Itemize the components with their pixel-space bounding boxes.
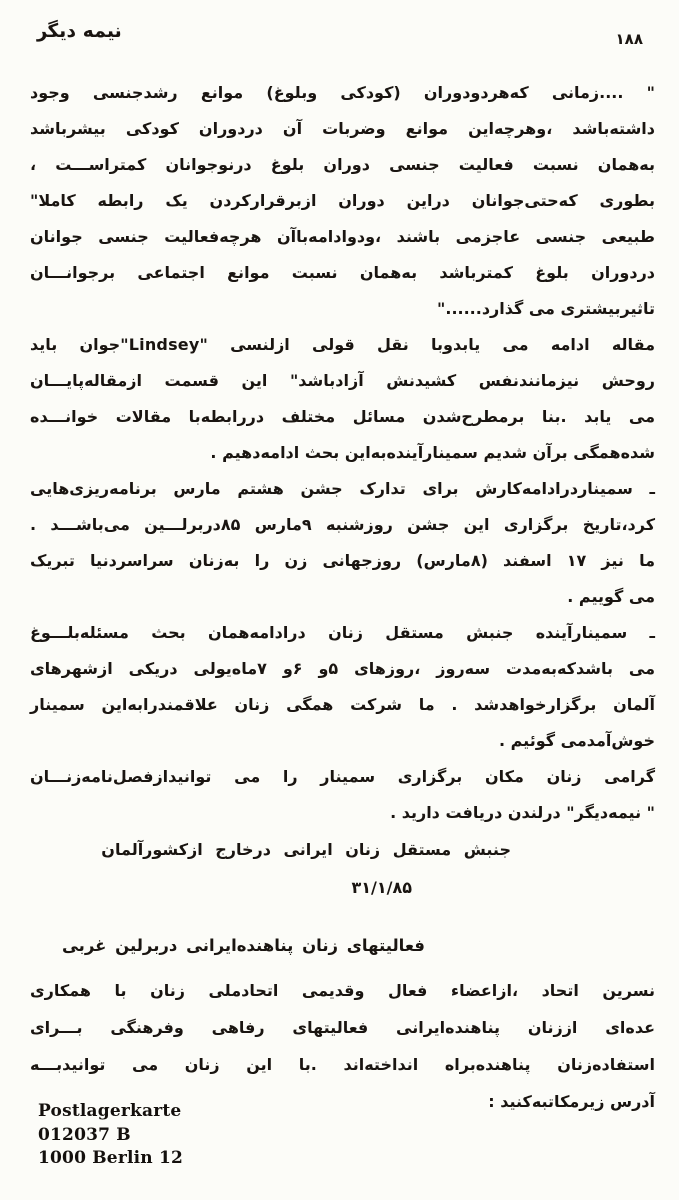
seminar-line: ـ سمیناردرادامه‌کارش برای تدارک جشن هشتم مارس برنامه‌ریزی‌هایی: [30, 479, 655, 498]
address-line-3: 1000 Berlin 12: [38, 1148, 184, 1168]
activities-line: استفاده‌زنان پناهنده‌براه انداخته‌اند .با این زنان می توانیدبـــه: [30, 1055, 655, 1074]
article-line: شده‌همگی برآن شدیم سمینارآینده‌به‌این بحث ادامه‌دهیم .: [210, 443, 655, 462]
quote-line: تاثیربیشتری می گذارد......": [437, 299, 655, 318]
article-line: روحش نیزمانندنفس کشیدنش آزادباشد" این قسمت ازمقاله‌پایـــان: [30, 371, 655, 390]
page-number: ۱۸۸: [615, 30, 643, 48]
page-header: [36, 20, 643, 48]
venue-line: " نیمه‌دیگر" درلندن دریافت دارید .: [390, 803, 655, 822]
activities-line: نسرین اتحاد ،ازاعضاء فعال وقدیمی اتحادملی زنان با همکاری: [30, 981, 655, 1000]
article-body: [30, 75, 655, 831]
greeting-line: می گوییم .: [567, 587, 655, 606]
article-line: مقاله ادامه می یابدوبا نقل قولی ازلنسی "Lindsey"جوان باید: [30, 335, 655, 354]
section-heading: فعالیتهای زنان پناهنده‌ایرانی دربرلین غربی: [61, 936, 425, 955]
article-line: می یابد .بنا برمطرح‌شدن مسائل مختلف دررابطه‌با مقالات خوانـــده: [30, 407, 655, 426]
greeting-line: ما نیز ۱۷ اسفند (۸مارس) روزجهانی زن را به‌زنان سراسردنیا تبریک: [30, 551, 655, 570]
seminar-line: کرد،تاریخ برگزاری این جشن روزشنبه ۹مارس ۸۵دربرلـــین می‌باشـــد .: [30, 515, 656, 534]
next-seminar-line: ـ سمینارآینده جنبش مستقل زنان درادامه‌همان بحث مسئله‌بلـــوغ: [30, 623, 655, 642]
quote-line: " ....زمانی که‌هردودوران (کودکی وبلوغ) موانع رشدجنسی وجود: [30, 83, 655, 102]
postal-address: [38, 1100, 183, 1171]
signature-organization: جنبش مستقل زنان ایرانی درخارج ازکشورآلمان: [101, 840, 511, 859]
quote-line: به‌همان نسبت فعالیت جنسی دوران بلوغ درنوجوانان کمتراســـت ،: [30, 155, 655, 174]
activities-line: آدرس زیرمکاتبه‌کنید :: [488, 1092, 655, 1111]
quote-line: بطوری که‌حتی‌جوانان دراین دوران ازبرقرارکردن یک رابطه کاملا": [30, 191, 655, 210]
quote-line: دردوران بلوغ کمترباشد به‌همان نسبت موانع اجتماعی برجوانـــان: [30, 263, 655, 282]
next-seminar-line: خوش‌آمدمی گوئیم .: [498, 731, 655, 750]
address-line-1: Postlagerkarte: [38, 1101, 182, 1121]
address-line-2: 012037 B: [38, 1124, 131, 1145]
quote-line: طبیعی جنسی عاجزمی باشند ،ودوادامه‌باآن هرچه‌فعالیت جنسی جوانان: [30, 227, 655, 246]
quote-line: داشته‌باشد ،وهرچه‌این موانع وضربات آن دردوران کودکی بیشرباشد: [30, 119, 655, 138]
next-seminar-line: آلمان برگزارخواهدشد . ما شرکت همگی زنان علاقمندرابه‌این سمینار: [30, 695, 655, 714]
signature-date: ۳۱/۱/۸۵: [351, 878, 412, 897]
venue-line: گرامی زنان مکان برگزاری سمینار را می توانیدازفصل‌نامه‌زنـــان: [30, 767, 655, 786]
next-seminar-line: می باشدکه‌به‌مدت سه‌روز ،روزهای ۵و ۶و ۷ماه‌یولی دریکی ازشهرهای: [30, 659, 655, 678]
activities-line: عده‌ای اززنان پناهنده‌ایرانی فعالیتهای رفاهی وفرهنگی بـــرای: [30, 1018, 655, 1037]
journal-title: نیمه دیگر: [34, 20, 123, 42]
activities-paragraph: [30, 972, 655, 1120]
